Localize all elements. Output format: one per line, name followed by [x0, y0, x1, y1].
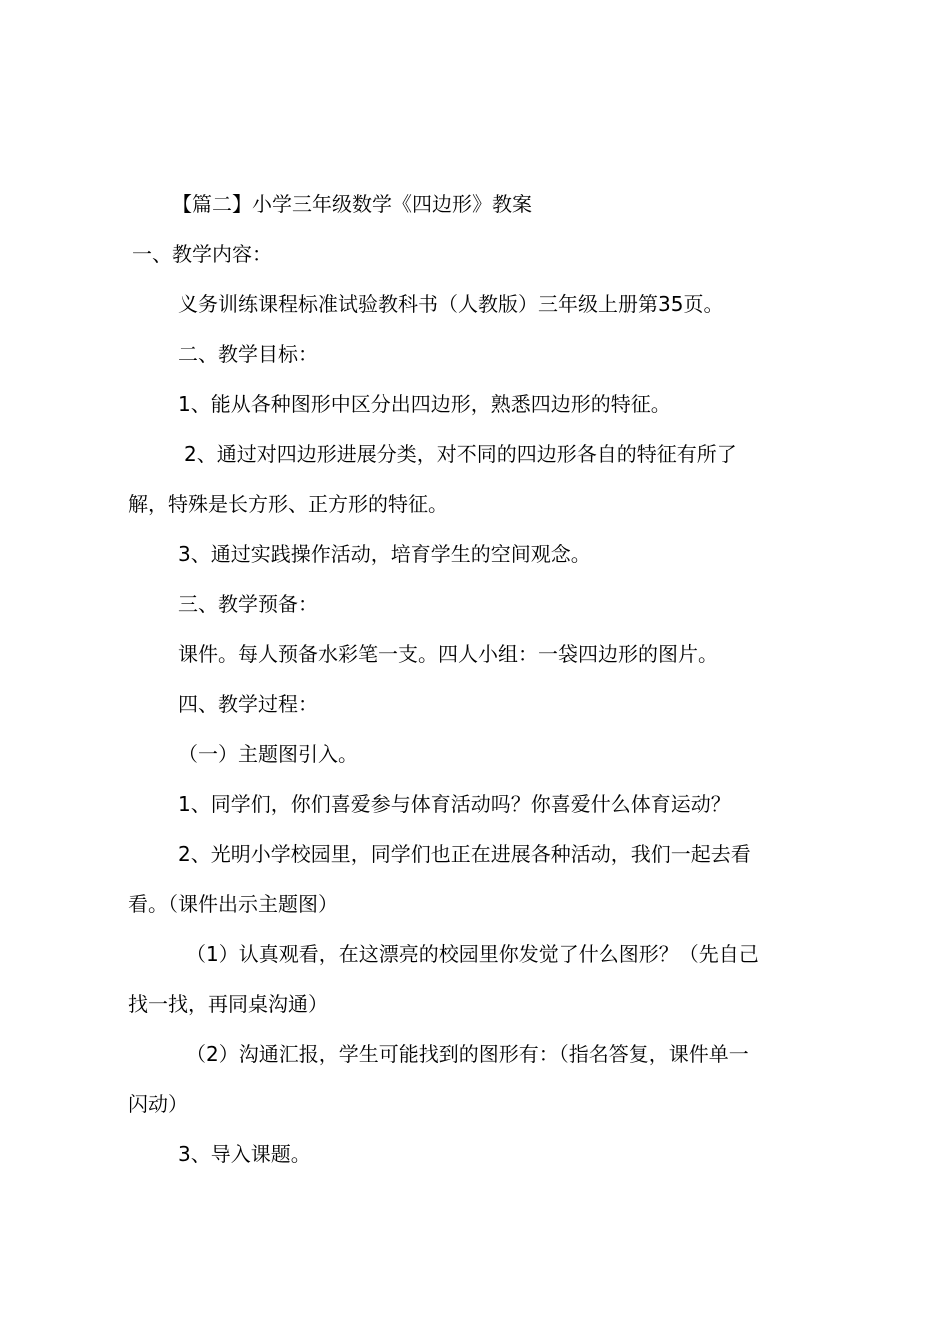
paragraph-line: 1、能从各种图形中区分出四边形，熟悉四边形的特征。 — [178, 392, 671, 416]
section-heading-preparation: 三、教学预备： — [178, 592, 318, 616]
paragraph-line: 找一找，再同桌沟通） — [128, 992, 328, 1016]
paragraph-line: 闪动） — [128, 1092, 188, 1116]
paragraph-line: 2、通过对四边形进展分类，对不同的四边形各自的特征有所了 — [184, 442, 737, 466]
paragraph-line: （2）沟通汇报，学生可能找到的图形有：（指名答复，课件单一 — [186, 1042, 749, 1066]
paragraph-line: （1）认真观看，在这漂亮的校园里你发觉了什么图形？（先自己 — [186, 942, 759, 966]
paragraph-line: 2、光明小学校园里，同学们也正在进展各种活动，我们一起去看 — [178, 842, 751, 866]
subsection-heading: （一）主题图引入。 — [178, 742, 358, 766]
paragraph-line: 解，特殊是长方形、正方形的特征。 — [128, 492, 448, 516]
paragraph-line: 1、同学们，你们喜爱参与体育活动吗？你喜爱什么体育运动？ — [178, 792, 731, 816]
section-heading-goals: 二、教学目标： — [178, 342, 318, 366]
paragraph-line: 3、通过实践操作活动，培育学生的空间观念。 — [178, 542, 591, 566]
paragraph-line: 看。（课件出示主题图） — [128, 892, 338, 916]
paragraph-line: 课件。每人预备水彩笔一支。四人小组：一袋四边形的图片。 — [178, 642, 718, 666]
section-heading-process: 四、教学过程： — [178, 692, 318, 716]
section-heading-content: 一、教学内容： — [132, 242, 272, 266]
document-title: 【篇二】小学三年级数学《四边形》教案 — [172, 192, 532, 216]
paragraph-line: 3、导入课题。 — [178, 1142, 311, 1166]
paragraph-line: 义务训练课程标准试验教科书（人教版）三年级上册第35页。 — [178, 292, 724, 316]
